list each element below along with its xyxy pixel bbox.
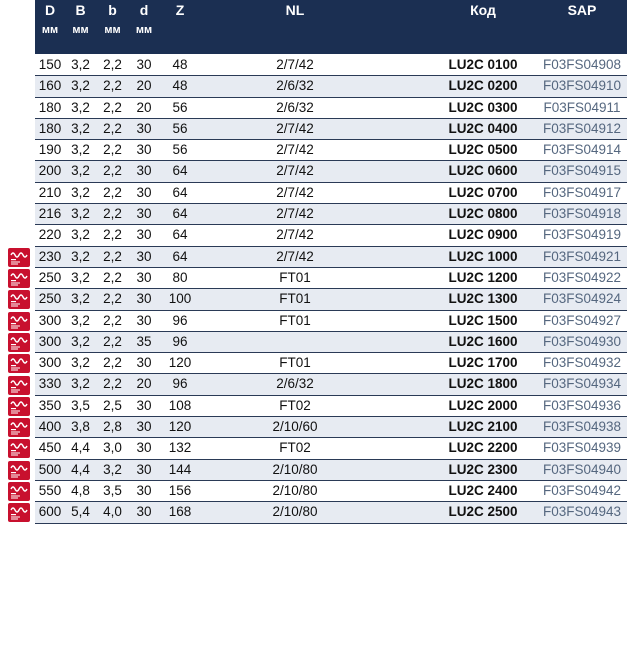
cell-b: 3,2 — [103, 461, 122, 477]
cell-d: 35 — [136, 333, 152, 349]
cell-b: 3,2 — [71, 163, 90, 179]
cell-z: 120 — [168, 419, 192, 435]
cell-code: LU2C 0200 — [448, 78, 518, 94]
cell-nl: 2/10/60 — [272, 419, 318, 435]
cell-sap: F03FS04942 — [542, 482, 622, 498]
saw-blade-icon — [8, 439, 30, 458]
cell-nl: 2/7/42 — [276, 163, 314, 179]
cell-d: 30 — [136, 419, 152, 435]
cell-sap: F03FS04927 — [542, 312, 622, 328]
table-row — [35, 98, 627, 119]
cell-z: 56 — [172, 142, 188, 158]
cell-code: LU2C 2100 — [448, 419, 518, 435]
cell-b: 2,2 — [103, 269, 122, 285]
cell-d: 200 — [38, 163, 62, 179]
cell-d: 180 — [38, 99, 62, 115]
cell-d: 300 — [38, 312, 62, 328]
header-D-unit: мм — [41, 24, 59, 36]
cell-nl: 2/6/32 — [276, 99, 314, 115]
cell-code: LU2C 2400 — [448, 482, 518, 498]
cell-code: LU2C 0900 — [448, 227, 518, 243]
cell-b: 5,4 — [71, 504, 90, 520]
cell-z: 96 — [172, 376, 188, 392]
cell-nl: 2/6/32 — [276, 78, 314, 94]
cell-sap: F03FS04910 — [542, 78, 622, 94]
cell-nl: 2/7/42 — [276, 227, 314, 243]
cell-nl: FT01 — [279, 269, 311, 285]
saw-blade-icon — [8, 312, 30, 331]
cell-b: 3,5 — [103, 482, 122, 498]
cell-d: 500 — [38, 461, 62, 477]
cell-nl: 2/7/42 — [276, 120, 314, 136]
cell-d: 230 — [38, 248, 62, 264]
cell-sap: F03FS04922 — [542, 269, 622, 285]
cell-nl: 2/7/42 — [276, 57, 314, 72]
cell-z: 64 — [172, 163, 188, 179]
cell-d: 30 — [136, 142, 152, 158]
cell-sap: F03FS04921 — [542, 248, 622, 264]
cell-b: 3,2 — [71, 312, 90, 328]
cell-d: 350 — [38, 397, 62, 413]
table-row — [35, 268, 627, 289]
cell-z: 168 — [168, 504, 192, 520]
cell-code: LU2C 1300 — [448, 291, 518, 307]
cell-d: 30 — [136, 163, 152, 179]
cell-sap: F03FS04917 — [542, 184, 622, 200]
saw-blade-icon — [8, 354, 30, 373]
cell-code: LU2C 0100 — [448, 57, 518, 72]
cell-d: 550 — [38, 482, 62, 498]
table-row — [35, 460, 627, 481]
table-row — [35, 204, 627, 225]
header-d-unit: мм — [135, 24, 153, 36]
saw-blade-icon — [8, 290, 30, 309]
header-SAP: SAP — [567, 2, 597, 18]
cell-nl: 2/7/42 — [276, 184, 314, 200]
cell-z: 108 — [168, 397, 192, 413]
cell-b: 2,2 — [103, 248, 122, 264]
cell-d: 300 — [38, 355, 62, 371]
cell-z: 100 — [168, 291, 192, 307]
cell-sap: F03FS04912 — [542, 120, 622, 136]
table-row — [35, 183, 627, 204]
cell-d: 150 — [38, 57, 62, 72]
cell-b: 4,8 — [71, 482, 90, 498]
table-row — [35, 311, 627, 332]
cell-b: 2,2 — [103, 291, 122, 307]
table-row — [35, 481, 627, 502]
cell-code: LU2C 2300 — [448, 461, 518, 477]
cell-sap: F03FS04932 — [542, 355, 622, 371]
cell-code: LU2C 0800 — [448, 206, 518, 222]
table-row — [35, 289, 627, 310]
cell-z: 64 — [172, 248, 188, 264]
cell-d: 400 — [38, 419, 62, 435]
cell-code: LU2C 0300 — [448, 99, 518, 115]
header-d: d — [139, 2, 149, 18]
cell-sap: F03FS04911 — [543, 99, 621, 115]
cell-b: 2,2 — [103, 376, 122, 392]
cell-d: 210 — [38, 184, 62, 200]
cell-nl: FT01 — [279, 355, 311, 371]
header-D: D — [44, 2, 56, 18]
cell-b: 2,2 — [103, 227, 122, 243]
cell-code: LU2C 2000 — [448, 397, 518, 413]
saw-blade-icon — [8, 418, 30, 437]
cell-sap: F03FS04939 — [542, 440, 622, 456]
saw-blade-icon — [8, 482, 30, 501]
cell-sap: F03FS04908 — [542, 57, 622, 72]
cell-b: 2,2 — [103, 312, 122, 328]
cell-d: 600 — [38, 504, 62, 520]
cell-z: 56 — [172, 120, 188, 136]
header-b: b — [108, 2, 117, 18]
header-code: Код — [470, 2, 496, 18]
table-row — [35, 438, 627, 459]
cell-b: 3,2 — [71, 142, 90, 158]
cell-sap: F03FS04915 — [542, 163, 622, 179]
cell-b: 3,2 — [71, 333, 90, 349]
cell-b: 3,2 — [71, 184, 90, 200]
cell-sap: F03FS04930 — [542, 333, 622, 349]
cell-code: LU2C 0600 — [448, 163, 518, 179]
cell-d: 180 — [38, 120, 62, 136]
cell-d: 30 — [136, 248, 152, 264]
cell-z: 156 — [168, 482, 192, 498]
cell-b: 4,0 — [103, 504, 122, 520]
cell-z: 64 — [172, 227, 188, 243]
cell-nl: 2/7/42 — [276, 142, 314, 158]
cell-b: 3,5 — [71, 397, 90, 413]
cell-d: 20 — [136, 376, 152, 392]
cell-b: 3,2 — [71, 291, 90, 307]
cell-z: 144 — [168, 461, 192, 477]
cell-d: 160 — [38, 78, 62, 94]
cell-sap: F03FS04914 — [542, 142, 622, 158]
table-row — [35, 374, 627, 395]
cell-b: 4,4 — [71, 440, 90, 456]
cell-b: 2,2 — [103, 120, 122, 136]
cell-b: 4,4 — [71, 461, 90, 477]
table-row — [35, 119, 627, 140]
cell-nl: FT01 — [279, 312, 311, 328]
cell-d: 300 — [38, 333, 62, 349]
cell-nl: FT02 — [279, 440, 311, 456]
cell-d: 30 — [136, 227, 152, 243]
cell-code: LU2C 0700 — [448, 184, 518, 200]
cell-d: 330 — [38, 376, 62, 392]
cell-sap: F03FS04934 — [542, 376, 622, 392]
table-row — [35, 417, 627, 438]
cell-d: 30 — [136, 504, 152, 520]
table-row — [35, 247, 627, 268]
cell-b: 3,2 — [71, 57, 90, 72]
cell-sap: F03FS04938 — [542, 419, 622, 435]
cell-b: 2,2 — [103, 355, 122, 371]
cell-b: 2,2 — [103, 142, 122, 158]
cell-sap: F03FS04924 — [542, 291, 622, 307]
cell-z: 64 — [172, 206, 188, 222]
cell-b: 2,2 — [103, 333, 122, 349]
cell-b: 2,2 — [103, 184, 122, 200]
cell-b: 3,2 — [71, 355, 90, 371]
cell-sap: F03FS04943 — [542, 504, 622, 520]
cell-b: 3,2 — [71, 206, 90, 222]
cell-code: LU2C 2500 — [448, 504, 518, 520]
cell-b: 3,2 — [71, 120, 90, 136]
cell-d: 20 — [136, 99, 152, 115]
table-row — [35, 225, 627, 246]
cell-sap: F03FS04918 — [542, 206, 622, 222]
header-B-unit: мм — [72, 24, 89, 36]
saw-blade-icon — [8, 248, 30, 267]
table-row — [35, 76, 627, 97]
cell-z: 132 — [168, 440, 192, 456]
table-header — [35, 0, 627, 54]
saw-blade-icon — [8, 461, 30, 480]
cell-nl: 2/10/80 — [272, 461, 318, 477]
cell-b: 2,2 — [103, 163, 122, 179]
cell-code: LU2C 1500 — [448, 312, 518, 328]
cell-b: 2,2 — [103, 78, 122, 94]
cell-code: LU2C 1600 — [448, 333, 518, 349]
saw-blade-icon — [8, 503, 30, 522]
header-NL: NL — [285, 2, 305, 18]
cell-b: 3,2 — [71, 227, 90, 243]
table-row — [35, 55, 627, 76]
table-row — [35, 396, 627, 417]
cell-d: 30 — [136, 440, 152, 456]
cell-sap: F03FS04936 — [542, 397, 622, 413]
cell-b: 2,2 — [103, 99, 122, 115]
cell-d: 30 — [136, 291, 152, 307]
cell-b: 2,2 — [103, 206, 122, 222]
cell-nl: 2/10/80 — [272, 504, 318, 520]
cell-b: 2,5 — [103, 397, 122, 413]
cell-d: 30 — [136, 355, 152, 371]
cell-d: 30 — [136, 184, 152, 200]
header-B: B — [75, 2, 86, 18]
cell-nl: 2/6/32 — [276, 376, 314, 392]
cell-code: LU2C 1000 — [448, 248, 518, 264]
cell-nl: 2/7/42 — [276, 248, 314, 264]
cell-nl: 2/10/80 — [272, 482, 318, 498]
cell-d: 450 — [38, 440, 62, 456]
table-row — [35, 353, 627, 374]
saw-blade-icon — [8, 397, 30, 416]
header-Z: Z — [175, 2, 185, 18]
saw-blade-icon — [8, 333, 30, 352]
table-row — [35, 502, 627, 523]
saw-blade-icon — [8, 376, 30, 395]
cell-sap: F03FS04940 — [542, 461, 622, 477]
cell-nl: 2/7/42 — [276, 206, 314, 222]
table-row — [35, 332, 627, 353]
cell-d: 30 — [136, 57, 152, 72]
cell-d: 30 — [136, 269, 152, 285]
cell-z: 48 — [172, 78, 188, 94]
cell-b: 3,2 — [71, 248, 90, 264]
cell-z: 96 — [172, 333, 188, 349]
cell-z: 120 — [168, 355, 192, 371]
cell-z: 64 — [172, 184, 188, 200]
cell-z: 48 — [172, 57, 188, 72]
cell-b: 3,2 — [71, 269, 90, 285]
cell-z: 96 — [172, 312, 188, 328]
cell-d: 30 — [136, 397, 152, 413]
cell-b: 3,2 — [71, 99, 90, 115]
cell-nl: FT02 — [279, 397, 311, 413]
saw-blade-icon — [8, 269, 30, 288]
cell-z: 56 — [172, 99, 188, 115]
cell-code: LU2C 1700 — [448, 355, 518, 371]
table-row — [35, 161, 627, 182]
header-b-unit: мм — [104, 24, 121, 36]
cell-d: 30 — [136, 482, 152, 498]
cell-code: LU2C 1800 — [448, 376, 518, 392]
cell-d: 216 — [38, 206, 62, 222]
cell-d: 250 — [38, 269, 62, 285]
cell-d: 30 — [136, 312, 152, 328]
cell-d: 190 — [38, 142, 62, 158]
cell-nl: FT01 — [279, 291, 311, 307]
cell-b: 3,2 — [71, 376, 90, 392]
cell-sap: F03FS04919 — [542, 227, 622, 243]
cell-code: LU2C 0500 — [448, 142, 518, 158]
cell-b: 2,2 — [103, 57, 122, 72]
cell-d: 20 — [136, 78, 152, 94]
cell-d: 250 — [38, 291, 62, 307]
cell-b: 3,2 — [71, 78, 90, 94]
table-row — [35, 140, 627, 161]
product-table — [35, 55, 627, 524]
cell-code: LU2C 2200 — [448, 440, 518, 456]
cell-d: 30 — [136, 461, 152, 477]
cell-d: 30 — [136, 120, 152, 136]
cell-code: LU2C 1200 — [448, 269, 518, 285]
cell-b: 3,0 — [103, 440, 122, 456]
cell-d: 220 — [38, 227, 62, 243]
cell-d: 30 — [136, 206, 152, 222]
cell-code: LU2C 0400 — [448, 120, 518, 136]
cell-b: 3,8 — [71, 419, 90, 435]
cell-b: 2,8 — [103, 419, 122, 435]
cell-z: 80 — [172, 269, 188, 285]
